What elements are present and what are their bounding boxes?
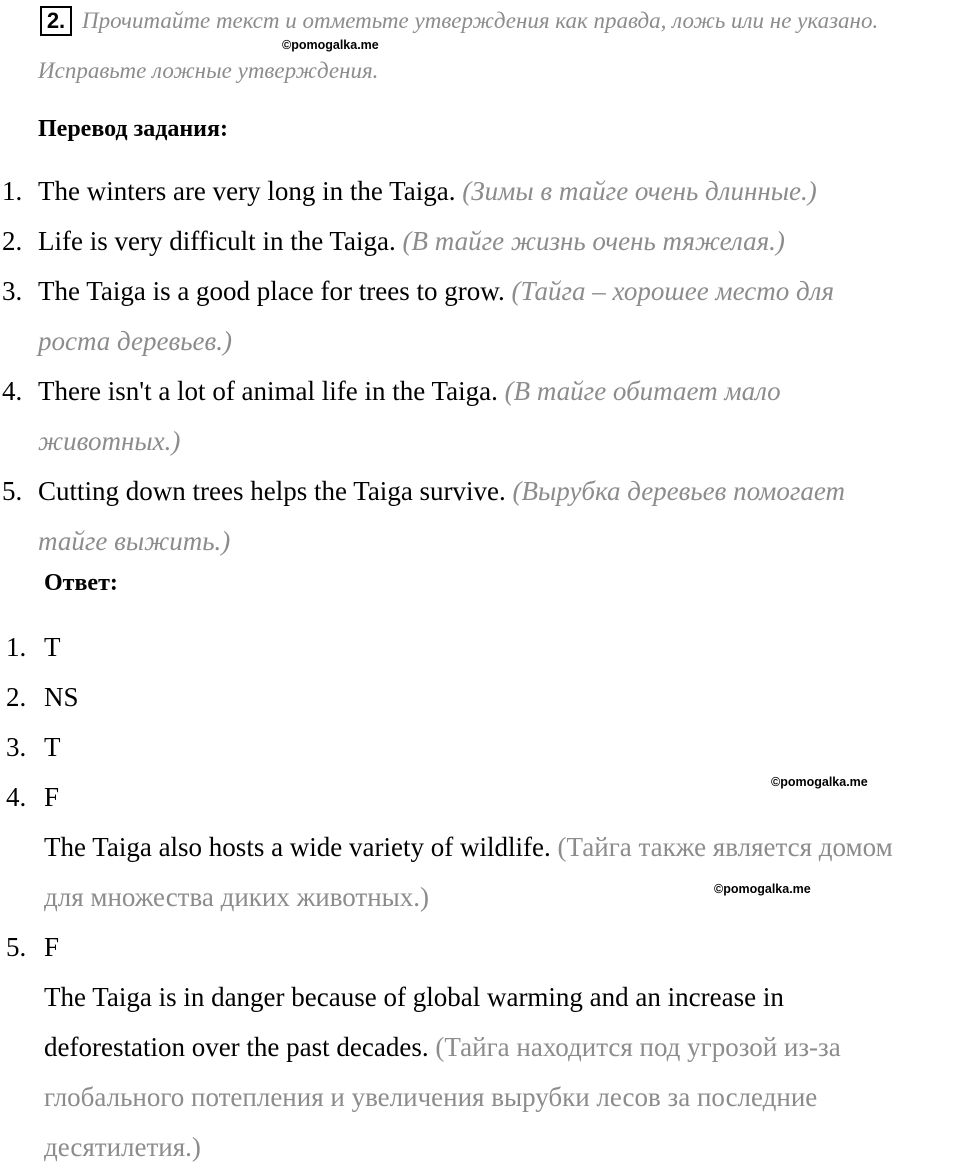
item-number: 2.	[6, 682, 27, 712]
item-number: 5.	[6, 932, 27, 962]
statement-en: Cutting down trees helps the Taiga survive.	[38, 476, 506, 506]
correction-en: The Taiga also hosts a wide variety of wildlife.	[44, 832, 551, 862]
item-number: 3.	[2, 276, 23, 306]
statement-ru: (Зимы в тайге очень длинные.)	[462, 176, 817, 206]
answer-value: F	[44, 932, 60, 962]
task-instruction-line1: Прочитайте текст и отметьте утверждения как правда, ложь или не указано.	[82, 8, 879, 33]
statement-ru: (Вырубка деревьев помогает	[512, 476, 845, 506]
watermark: ©pomogalka.me	[714, 882, 811, 896]
statement-ru-continued: тайге выжить.)	[38, 526, 231, 556]
correction-ru-continued: десятилетия.)	[44, 1132, 201, 1162]
correction-ru-continued: глобального потепления и увеличения вырубки лесов за последние	[44, 1082, 818, 1112]
answer-value: T	[44, 632, 61, 662]
statement-en: The Taiga is a good place for trees to grow.	[38, 276, 505, 306]
item-number: 4.	[6, 782, 27, 812]
correction-en-continued: deforestation over the past decades.	[44, 1032, 429, 1062]
answer-value: F	[44, 782, 60, 812]
answer-value: NS	[44, 682, 79, 712]
statement-en: The winters are very long in the Taiga.	[38, 176, 456, 206]
statement-ru: (Тайга – хорошее место для	[511, 276, 835, 306]
item-number: 2.	[2, 226, 23, 256]
watermark: ©pomogalka.me	[771, 775, 868, 789]
statement-ru: (В тайге жизнь очень тяжелая.)	[402, 226, 785, 256]
answer-value: T	[44, 732, 61, 762]
answer-heading: Ответ:	[44, 570, 118, 596]
item-number: 4.	[2, 376, 23, 406]
item-number: 1.	[6, 632, 27, 662]
item-number: 5.	[2, 476, 23, 506]
statement-ru-continued: роста деревьев.)	[38, 326, 232, 356]
statement-ru: (В тайге обитает мало	[504, 376, 781, 406]
correction-ru-continued: для множества диких животных.)	[44, 882, 430, 912]
correction-ru: (Тайга также является домом	[557, 832, 893, 862]
statement-ru-continued: животных.)	[38, 426, 181, 456]
correction-en: The Taiga is in danger because of global warming and an increase in	[44, 982, 784, 1012]
correction-ru: (Тайга находится под угрозой из-за	[435, 1032, 841, 1062]
watermark: ©pomogalka.me	[282, 38, 379, 52]
task-instruction-line2: Исправьте ложные утверждения.	[38, 58, 379, 83]
statement-en: Life is very difficult in the Taiga.	[38, 226, 396, 256]
statement-en: There isn't a lot of animal life in the Taiga.	[38, 376, 498, 406]
task-number: 2.	[40, 6, 72, 36]
translation-heading: Перевод задания:	[38, 116, 228, 142]
item-number: 3.	[6, 732, 27, 762]
item-number: 1.	[2, 176, 23, 206]
